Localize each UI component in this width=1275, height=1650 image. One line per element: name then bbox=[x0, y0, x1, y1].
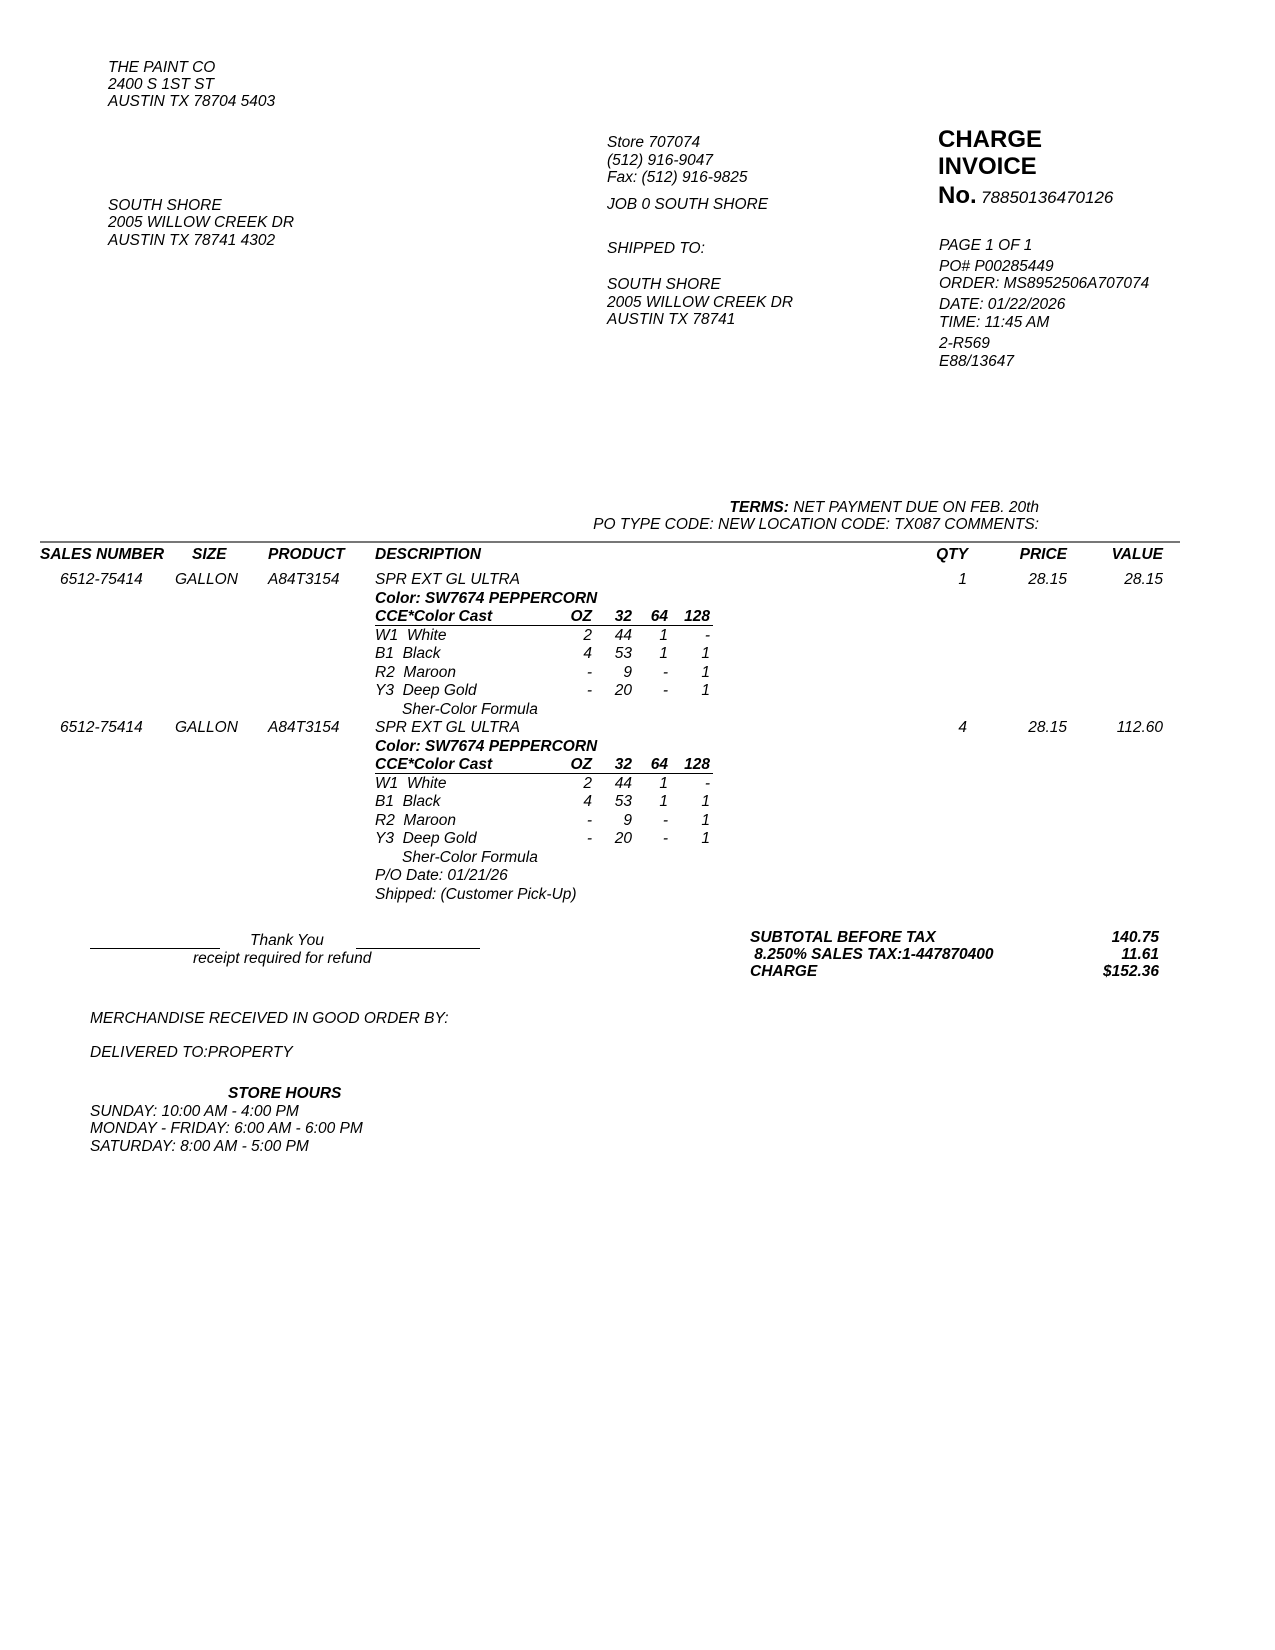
qty: 4 bbox=[958, 719, 967, 736]
formula-header: 32 bbox=[614, 608, 632, 625]
formula-cell: R2 Maroon bbox=[375, 663, 456, 681]
charge-value: $152.36 bbox=[1102, 963, 1159, 980]
merchandise-received: MERCHANDISE RECEIVED IN GOOD ORDER BY: bbox=[90, 1010, 449, 1027]
color-name: Color: SW7674 PEPPERCORN bbox=[375, 589, 598, 607]
subtotal-value: 140.75 bbox=[1111, 929, 1159, 946]
price: 28.15 bbox=[1028, 571, 1067, 588]
job: JOB 0 SOUTH SHORE bbox=[607, 196, 769, 213]
company-name: THE PAINT CO bbox=[108, 59, 216, 76]
formula-cell: W1 White bbox=[375, 774, 447, 792]
invoice-number: 78850136470126 bbox=[980, 188, 1114, 207]
store-fax: Fax: (512) 916-9825 bbox=[607, 169, 748, 186]
hours-weekdays: MONDAY - FRIDAY: 6:00 AM - 6:00 PM bbox=[90, 1120, 363, 1137]
delivered-to: DELIVERED TO:PROPERTY bbox=[90, 1044, 293, 1061]
col-sales-number: SALES NUMBER bbox=[40, 546, 165, 563]
formula-cell: - bbox=[704, 774, 710, 792]
tax-label: 8.250% SALES TAX:1-447870400 bbox=[750, 946, 994, 963]
charge-label: CHARGE bbox=[750, 963, 818, 980]
hours-saturday: SATURDAY: 8:00 AM - 5:00 PM bbox=[90, 1138, 309, 1155]
formula-cell: - bbox=[662, 682, 668, 699]
ship-street: 2005 WILLOW CREEK DR bbox=[607, 294, 794, 311]
item-note: Shipped: (Customer Pick-Up) bbox=[375, 885, 577, 903]
bill-to-name: SOUTH SHORE bbox=[108, 197, 222, 214]
formula-cell: 1 bbox=[659, 793, 668, 810]
color-name: Color: SW7674 PEPPERCORN bbox=[375, 737, 598, 755]
formula-cell: 1 bbox=[701, 811, 710, 829]
terms-text: NET PAYMENT DUE ON FEB. 20th bbox=[788, 499, 1039, 516]
formula-cell: - bbox=[662, 663, 668, 681]
formula-cell: 20 bbox=[614, 830, 632, 847]
formula-cell: 2 bbox=[583, 626, 592, 644]
formula-cell: - bbox=[662, 811, 668, 829]
formula-cell: 1 bbox=[701, 663, 710, 681]
header-divider bbox=[40, 541, 1180, 543]
formula-header: 64 bbox=[650, 608, 668, 625]
formula-cell: 1 bbox=[701, 645, 710, 662]
formula-cell: Y3 Deep Gold bbox=[375, 830, 477, 847]
col-product: PRODUCT bbox=[268, 546, 345, 563]
product: A84T3154 bbox=[268, 719, 340, 736]
col-size: SIZE bbox=[192, 546, 227, 563]
invoice-title-2: INVOICE bbox=[938, 153, 1037, 180]
col-value: VALUE bbox=[1111, 546, 1163, 563]
formula-cell: 4 bbox=[583, 645, 592, 662]
code-1: 2-R569 bbox=[939, 335, 990, 352]
formula-cell: 9 bbox=[623, 663, 632, 681]
formula-cell: 53 bbox=[614, 645, 632, 662]
code-2: E88/13647 bbox=[939, 353, 1014, 370]
formula-cell: 1 bbox=[659, 626, 668, 644]
formula-cell: - bbox=[704, 626, 710, 644]
formula-cell: - bbox=[586, 663, 592, 681]
size: GALLON bbox=[175, 571, 238, 588]
formula-cell: 44 bbox=[614, 774, 632, 792]
formula-header: 32 bbox=[614, 756, 632, 773]
product: A84T3154 bbox=[268, 571, 340, 588]
description: SPR EXT GL ULTRA bbox=[375, 719, 520, 736]
formula-cell: - bbox=[586, 830, 592, 847]
value: 112.60 bbox=[1116, 719, 1163, 736]
page-count: PAGE 1 OF 1 bbox=[939, 237, 1033, 254]
formula-cell: 9 bbox=[623, 811, 632, 829]
formula-cell: Y3 Deep Gold bbox=[375, 682, 477, 699]
bill-to-street: 2005 WILLOW CREEK DR bbox=[108, 214, 295, 231]
formula-cell: 1 bbox=[659, 774, 668, 792]
qty: 1 bbox=[958, 571, 967, 588]
item-note: P/O Date: 01/21/26 bbox=[375, 867, 508, 884]
order-number: ORDER: MS8952506A707074 bbox=[939, 275, 1150, 292]
formula-cell: 53 bbox=[614, 793, 632, 810]
invoice-no-label: No. bbox=[938, 182, 977, 209]
formula-header: OZ bbox=[570, 756, 592, 773]
store-number: Store 707074 bbox=[607, 134, 701, 151]
shipped-to-label: SHIPPED TO: bbox=[607, 240, 705, 257]
company-street: 2400 S 1ST ST bbox=[108, 76, 214, 93]
formula-header: 128 bbox=[684, 756, 710, 773]
formula-header: OZ bbox=[570, 608, 592, 625]
formula-cell: R2 Maroon bbox=[375, 811, 456, 829]
formula-cell: - bbox=[586, 682, 592, 699]
formula-cell: 4 bbox=[583, 793, 592, 810]
ship-city: AUSTIN TX 78741 bbox=[607, 311, 736, 328]
invoice-date: DATE: 01/22/2026 bbox=[939, 296, 1066, 313]
formula-note: Sher-Color Formula bbox=[402, 848, 538, 866]
formula-cell: B1 Black bbox=[375, 645, 441, 662]
formula-cell: 2 bbox=[583, 774, 592, 792]
col-description: DESCRIPTION bbox=[375, 546, 481, 563]
value: 28.15 bbox=[1124, 571, 1163, 588]
formula-cell: W1 White bbox=[375, 626, 447, 644]
formula-note: Sher-Color Formula bbox=[402, 700, 538, 718]
formula-header: CCE*Color Cast bbox=[375, 756, 493, 773]
refund-note: receipt required for refund bbox=[193, 950, 372, 967]
col-qty: QTY bbox=[936, 546, 968, 563]
tax-value: 11.61 bbox=[1121, 946, 1159, 963]
store-phone: (512) 916-9047 bbox=[607, 152, 713, 169]
thank-you: Thank You bbox=[250, 932, 324, 949]
formula-cell: B1 Black bbox=[375, 793, 441, 810]
po-type-line: PO TYPE CODE: NEW LOCATION CODE: TX087 COMMENTS: bbox=[593, 516, 1039, 533]
formula-cell: 1 bbox=[701, 830, 710, 847]
po-number: PO# P00285449 bbox=[939, 258, 1054, 275]
sales-number: 6512-75414 bbox=[60, 571, 143, 588]
terms bbox=[730, 499, 1039, 517]
terms-label: TERMS: bbox=[729, 499, 789, 516]
subtotal-label: SUBTOTAL BEFORE TAX bbox=[750, 929, 936, 946]
formula-cell: 44 bbox=[614, 626, 632, 644]
invoice-title-1: CHARGE bbox=[938, 126, 1043, 153]
formula-cell: - bbox=[662, 830, 668, 847]
ship-name: SOUTH SHORE bbox=[607, 276, 721, 293]
size: GALLON bbox=[175, 719, 238, 736]
formula-header: CCE*Color Cast bbox=[375, 608, 493, 625]
sales-number: 6512-75414 bbox=[60, 719, 143, 736]
col-price: PRICE bbox=[1019, 546, 1067, 563]
invoice-time: TIME: 11:45 AM bbox=[939, 314, 1050, 331]
price: 28.15 bbox=[1028, 719, 1067, 736]
formula-header: 128 bbox=[684, 608, 710, 625]
hours-sunday: SUNDAY: 10:00 AM - 4:00 PM bbox=[90, 1103, 299, 1120]
formula-cell: 1 bbox=[701, 682, 710, 699]
signature-line-right bbox=[356, 948, 480, 949]
bill-to-city: AUSTIN TX 78741 4302 bbox=[108, 232, 276, 249]
signature-line-left bbox=[90, 948, 220, 949]
formula-header: 64 bbox=[650, 756, 668, 773]
description: SPR EXT GL ULTRA bbox=[375, 571, 520, 588]
formula-cell: - bbox=[586, 811, 592, 829]
company-city: AUSTIN TX 78704 5403 bbox=[108, 93, 276, 110]
formula-cell: 1 bbox=[701, 793, 710, 810]
formula-cell: 1 bbox=[659, 645, 668, 662]
store-hours-title: STORE HOURS bbox=[228, 1085, 342, 1102]
formula-cell: 20 bbox=[614, 682, 632, 699]
